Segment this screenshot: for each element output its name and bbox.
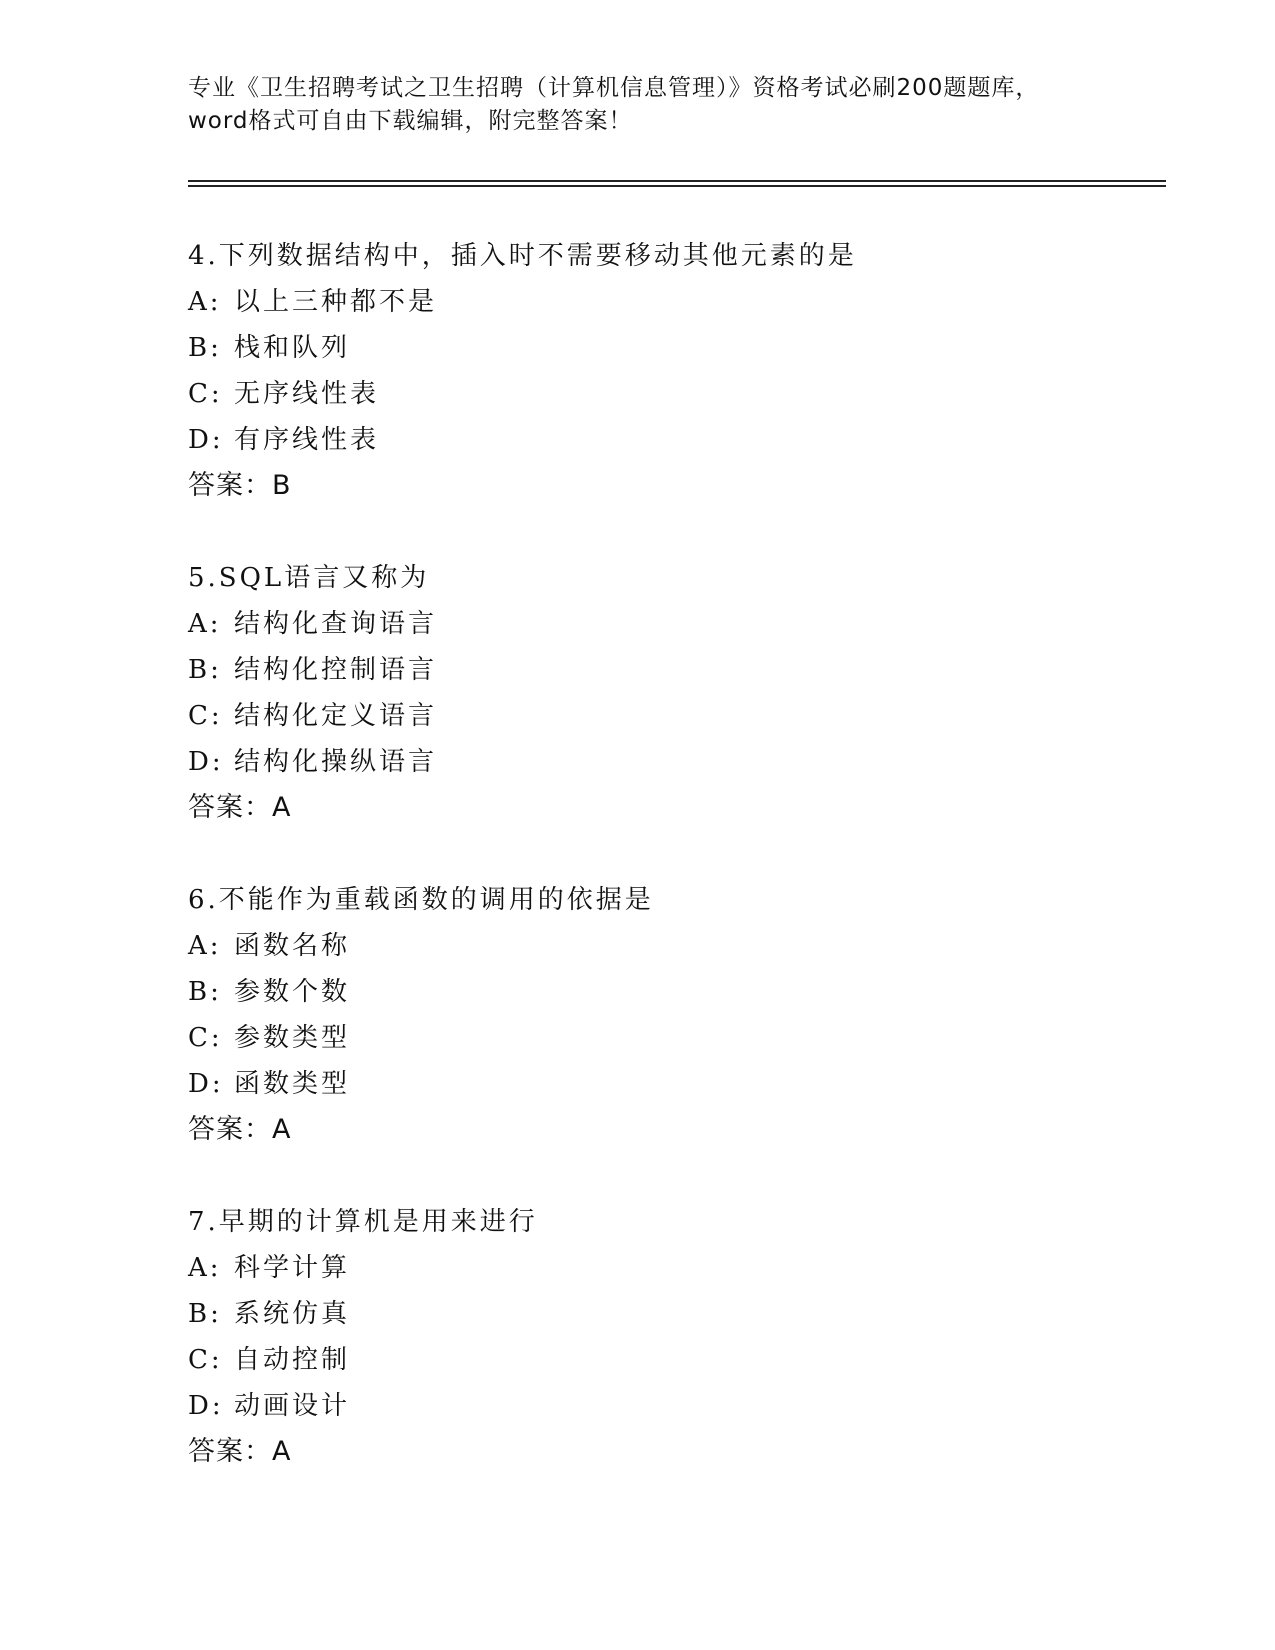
- option-text: 结构化操纵语言: [234, 747, 438, 777]
- answer-line: 答案：A: [188, 1436, 292, 1467]
- option-c: [188, 1015, 1166, 1061]
- answer-line: 答案：A: [188, 1114, 292, 1145]
- option-text: 以上三种都不是: [234, 287, 438, 317]
- header-divider-top: [188, 180, 1166, 182]
- option-text: 参数类型: [234, 1023, 351, 1053]
- question-title: 4.下列数据结构中，插入时不需要移动其他元素的是: [188, 241, 857, 271]
- option-letter: C:: [188, 701, 223, 731]
- option-a: [188, 601, 1166, 647]
- option-text: 参数个数: [234, 977, 351, 1007]
- option-d: [188, 1061, 1166, 1107]
- option-b: [188, 1291, 1166, 1337]
- option-text: 自动控制: [234, 1345, 351, 1375]
- option-text: 结构化查询语言: [234, 609, 438, 639]
- option-a: [188, 279, 1166, 325]
- option-c: [188, 371, 1166, 417]
- option-b: [188, 647, 1166, 693]
- option-text: 函数类型: [234, 1069, 351, 1099]
- option-text: 栈和队列: [234, 333, 351, 363]
- option-a: [188, 923, 1166, 969]
- option-a: [188, 1245, 1166, 1291]
- option-letter: C:: [188, 1023, 223, 1053]
- option-letter: D:: [188, 1391, 224, 1421]
- option-letter: C:: [188, 1345, 223, 1375]
- question-title: 6.不能作为重载函数的调用的依据是: [188, 885, 654, 915]
- option-text: 系统仿真: [234, 1299, 351, 1329]
- header-divider-bottom: [188, 185, 1166, 187]
- question-list: [188, 233, 1166, 1521]
- question-7: [188, 1199, 1166, 1475]
- option-letter: A:: [188, 1253, 222, 1283]
- option-letter: A:: [188, 287, 222, 317]
- option-letter: B:: [188, 1299, 222, 1329]
- header-line-1: 专业《卫生招聘考试之卫生招聘（计算机信息管理）》资格考试必刷200题题库，: [188, 75, 1040, 101]
- option-text: 有序线性表: [234, 425, 380, 455]
- option-text: 无序线性表: [234, 379, 380, 409]
- option-letter: D:: [188, 425, 224, 455]
- question-5: [188, 555, 1166, 831]
- header-line-2: word格式可自由下载编辑，附完整答案！: [188, 108, 633, 134]
- document-header: [188, 72, 1088, 138]
- option-text: 函数名称: [234, 931, 351, 961]
- option-d: [188, 1383, 1166, 1429]
- option-c: [188, 693, 1166, 739]
- option-d: [188, 417, 1166, 463]
- option-letter: C:: [188, 379, 223, 409]
- option-letter: A:: [188, 609, 222, 639]
- answer-line: 答案：A: [188, 792, 292, 823]
- option-letter: A:: [188, 931, 222, 961]
- question-title: 7.早期的计算机是用来进行: [188, 1207, 538, 1237]
- option-c: [188, 1337, 1166, 1383]
- answer-line: 答案：B: [188, 470, 292, 501]
- question-6: [188, 877, 1166, 1153]
- option-letter: D:: [188, 1069, 224, 1099]
- option-text: 科学计算: [234, 1253, 351, 1283]
- option-letter: B:: [188, 655, 222, 685]
- option-letter: D:: [188, 747, 224, 777]
- option-text: 结构化定义语言: [234, 701, 438, 731]
- question-title: 5.SQL语言又称为: [188, 563, 430, 593]
- option-text: 动画设计: [234, 1391, 351, 1421]
- option-b: [188, 325, 1166, 371]
- option-letter: B:: [188, 333, 222, 363]
- option-b: [188, 969, 1166, 1015]
- question-4: [188, 233, 1166, 509]
- option-letter: B:: [188, 977, 222, 1007]
- option-d: [188, 739, 1166, 785]
- option-text: 结构化控制语言: [234, 655, 438, 685]
